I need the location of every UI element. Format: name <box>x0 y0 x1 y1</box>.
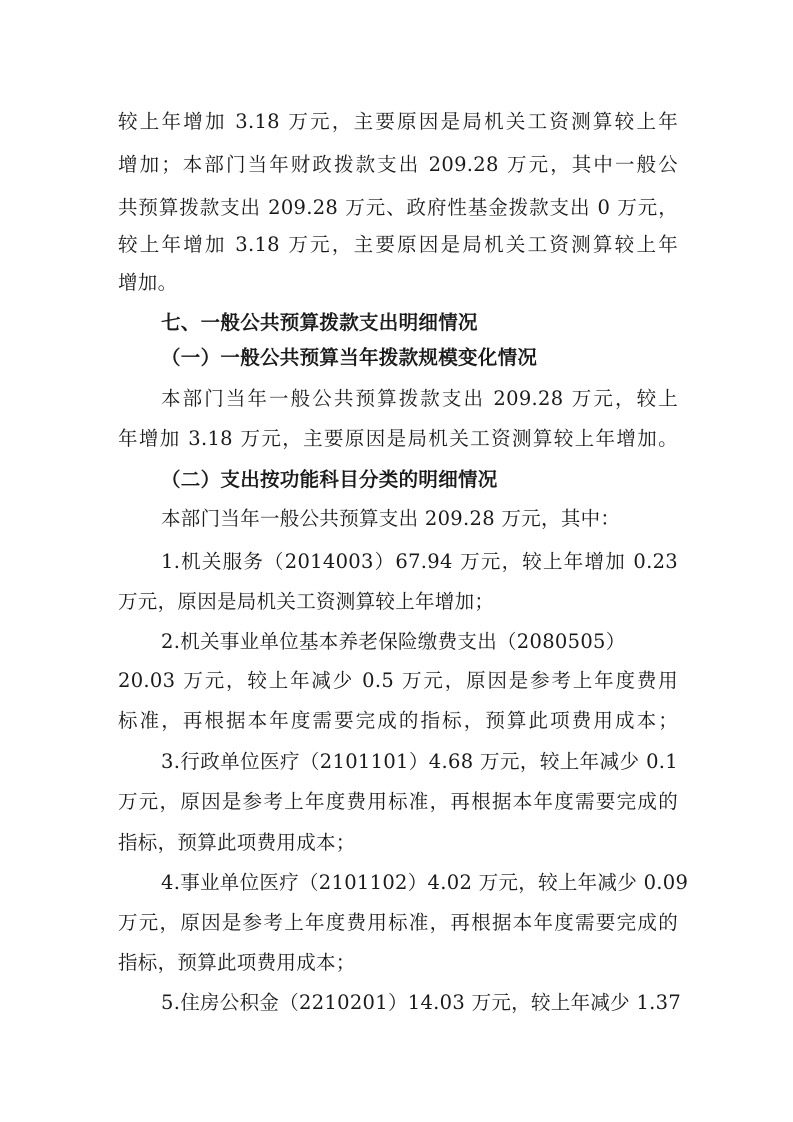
paragraph-line: 万元，原因是局机关工资测算较上年增加； <box>118 590 495 613</box>
paragraph-line: 较上年增加 3.18 万元，主要原因是局机关工资测算较上年 <box>118 110 678 133</box>
paragraph-line: 本部门当年一般公共预算拨款支出 209.28 万元，较上 <box>161 387 678 410</box>
paragraph-line: 20.03 万元，较上年减少 0.5 万元，原因是参考上年度费用 <box>118 669 678 692</box>
section-heading: 七、一般公共预算拨款支出明细情况 <box>161 311 478 334</box>
subsection-heading: （一）一般公共预算当年拨款规模变化情况 <box>161 346 538 369</box>
paragraph-line: 标准，再根据本年度需要完成的指标，预算此项费用成本； <box>118 709 678 732</box>
paragraph-line: 增加；本部门当年财政拨款支出 209.28 万元，其中一般公 <box>118 153 678 176</box>
paragraph-line: 万元，原因是参考上年度费用标准，再根据本年度需要完成的 <box>118 790 678 813</box>
list-item: 3.行政单位医疗（2101101）4.68 万元，较上年减少 0.1 <box>161 750 678 773</box>
paragraph-line: 万元，原因是参考上年度费用标准，再根据本年度需要完成的 <box>118 911 678 934</box>
list-item: 2.机关事业单位基本养老保险缴费支出（2080505） <box>161 630 626 653</box>
paragraph-line: 较上年增加 3.18 万元，主要原因是局机关工资测算较上年 <box>118 233 678 256</box>
paragraph-line: 年增加 3.18 万元，主要原因是局机关工资测算较上年增加。 <box>118 427 678 450</box>
list-item: 1.机关服务（2014003）67.94 万元，较上年增加 0.23 <box>161 550 678 573</box>
paragraph-line: 共预算拨款支出 209.28 万元、政府性基金拨款支出 0 万元， <box>118 196 678 219</box>
paragraph-line: 本部门当年一般公共预算支出 209.28 万元，其中： <box>161 507 621 530</box>
paragraph-line: 指标，预算此项费用成本； <box>118 831 356 854</box>
paragraph-line: 增加。 <box>118 271 178 294</box>
list-item: 5.住房公积金（2210201）14.03 万元，较上年减少 1.37 <box>161 991 682 1014</box>
subsection-heading: （二）支出按功能科目分类的明细情况 <box>161 468 498 491</box>
list-item: 4.事业单位医疗（2101102）4.02 万元，较上年减少 0.09 <box>161 871 689 894</box>
paragraph-line: 指标，预算此项费用成本； <box>118 951 356 974</box>
